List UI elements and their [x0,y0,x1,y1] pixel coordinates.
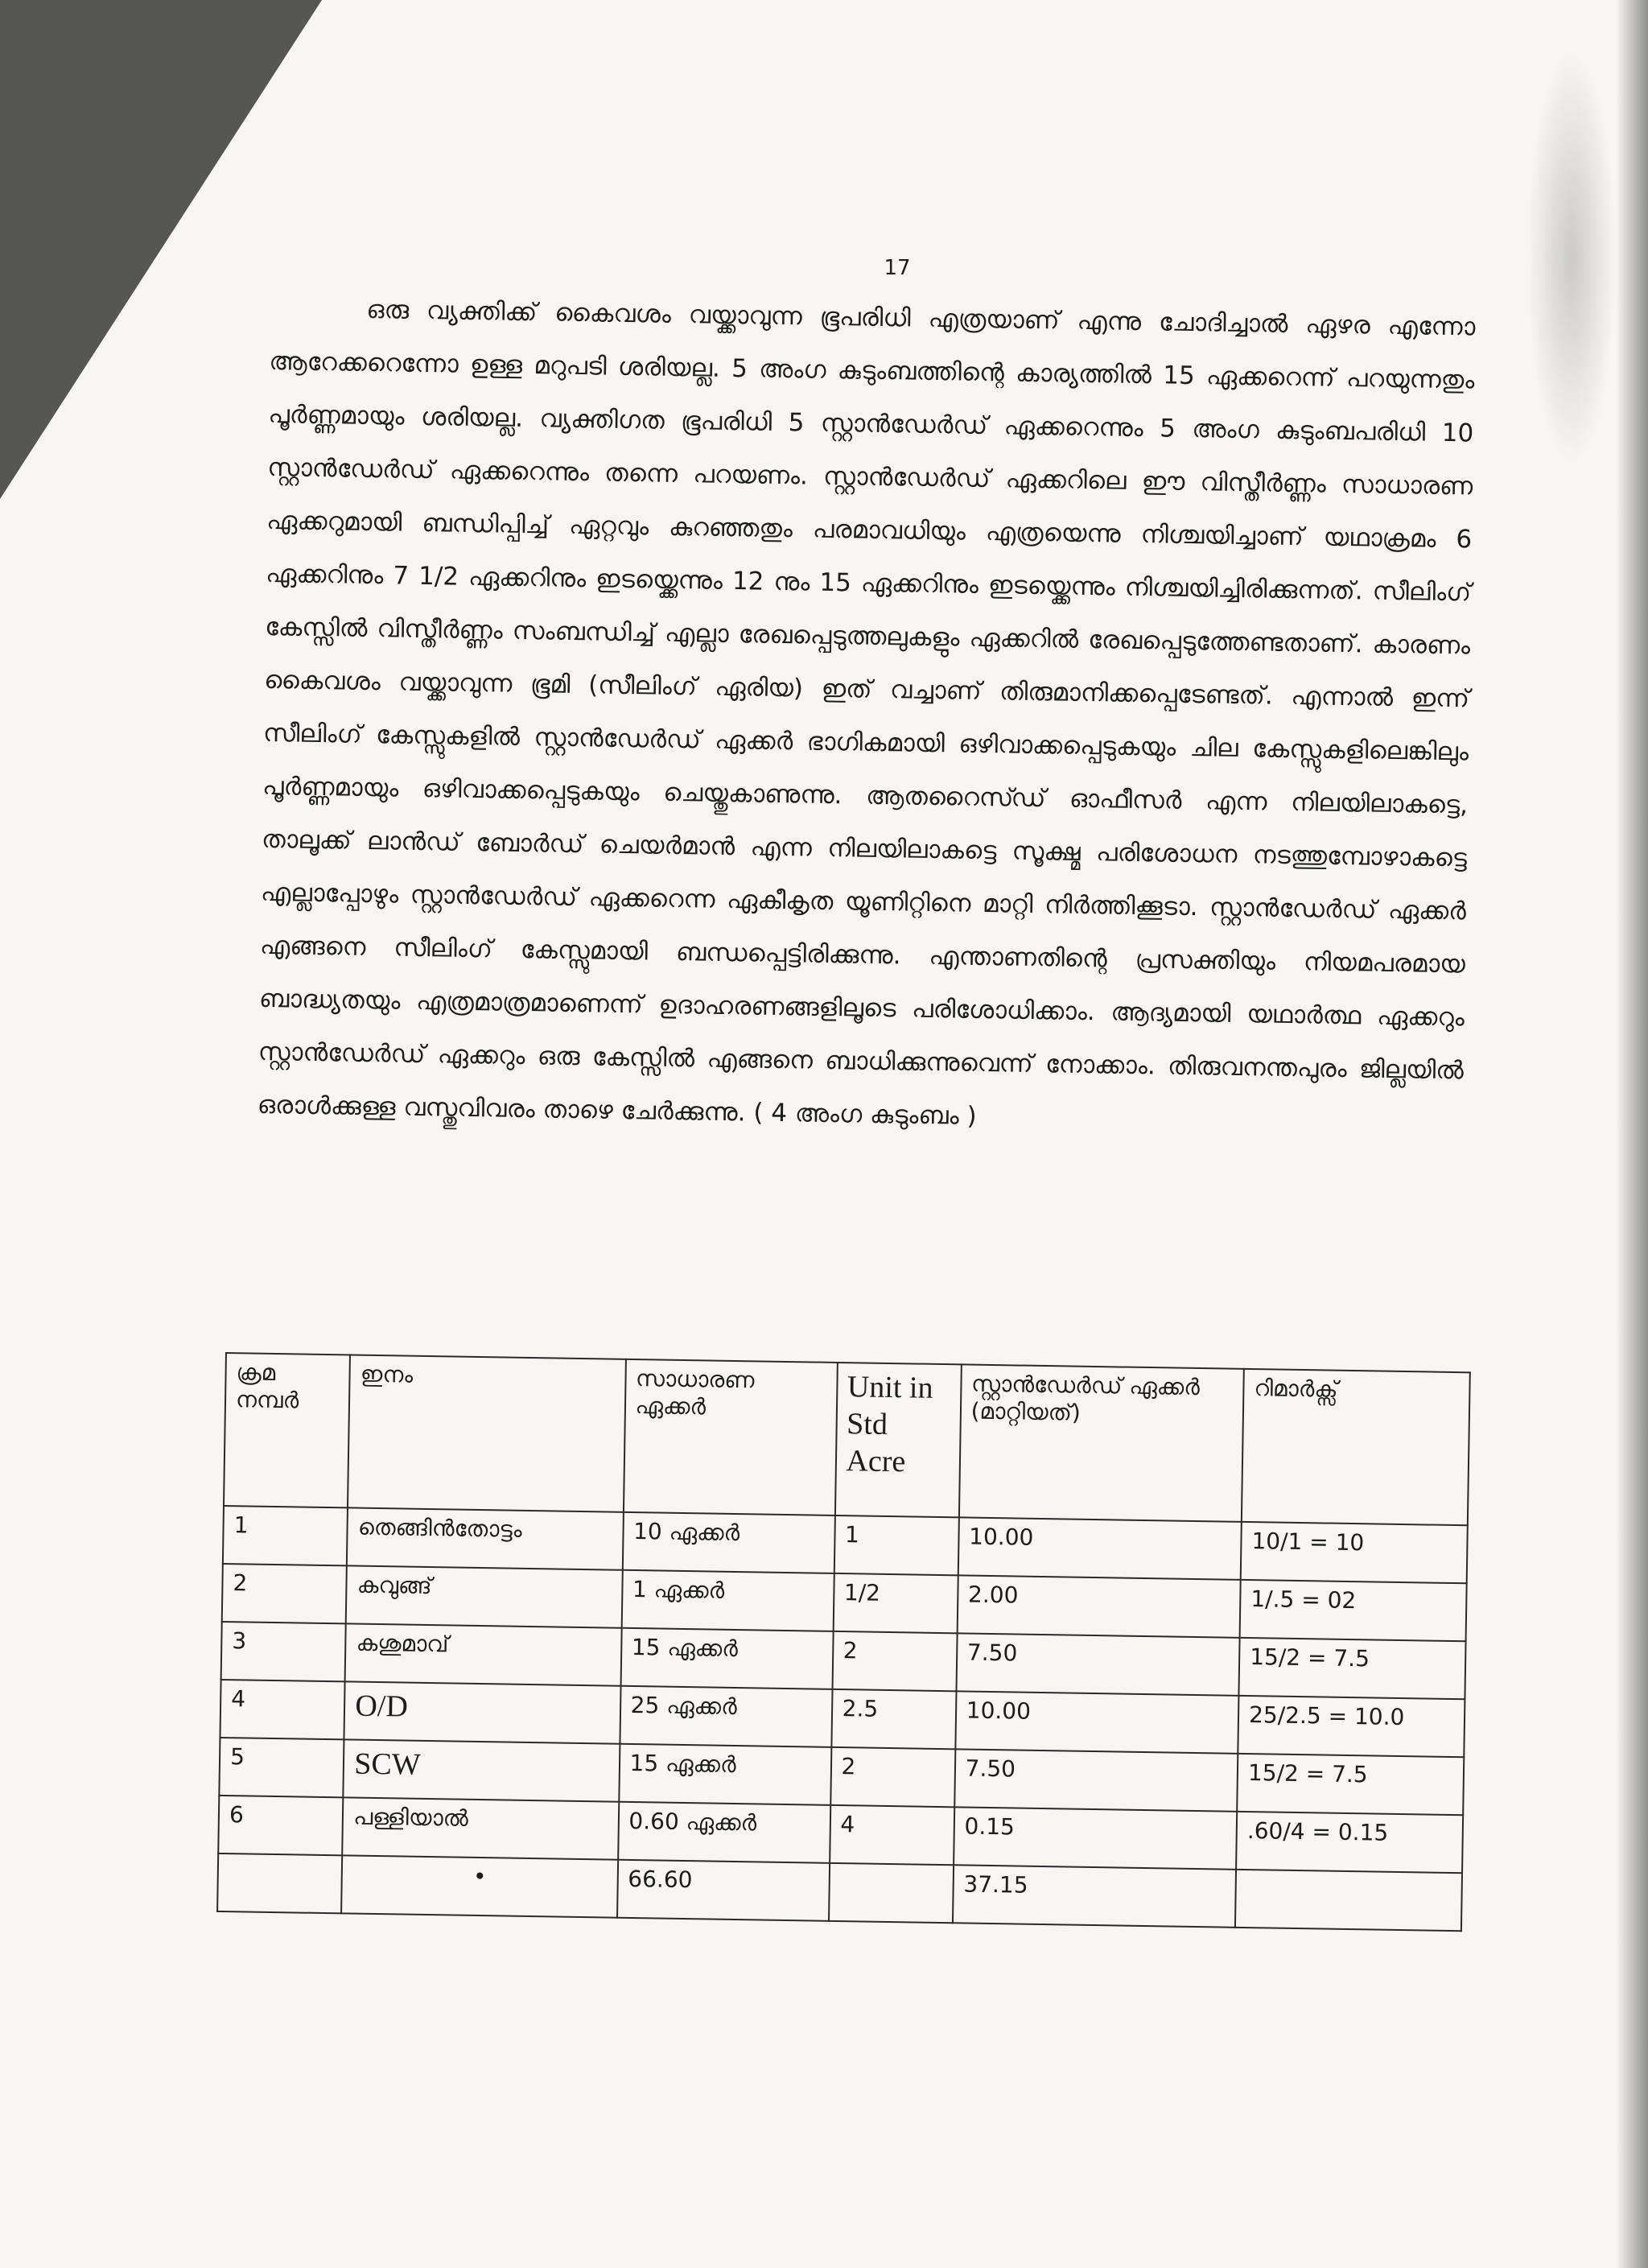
col-standard-acre-converted: സ്റ്റാൻഡേർഡ് ഏക്കർ (മാറ്റിയത്) [959,1364,1244,1521]
cell-serial: 5 [219,1738,344,1797]
scan-edge [1616,0,1648,2268]
cell-ordinary-acre: 0.60 ഏക്കർ [618,1802,830,1863]
cell-item: തെങ്ങിൻതോട്ടം [347,1507,623,1569]
cell-standard-acre: 7.50 [956,1633,1239,1696]
cell-remarks [1235,1870,1462,1931]
cell-ordinary-acre: 15 ഏക്കർ [620,1628,833,1689]
cell-standard-acre: 10.00 [955,1691,1238,1754]
cell-item: SCW [344,1739,620,1801]
cell-ordinary-acre-total: 66.60 [617,1860,830,1921]
cell-remarks: 10/1 = 10 [1241,1522,1468,1583]
cell-unit: 1 [834,1515,958,1575]
land-holdings-table [216,1352,1471,1932]
cell-standard-acre: 10.00 [958,1517,1241,1580]
col-item: ഇനം [348,1355,625,1511]
cell-serial: 3 [221,1622,346,1681]
cell-unit: 2.5 [831,1689,956,1749]
cell-unit: 4 [830,1805,954,1865]
cell-ordinary-acre: 25 ഏക്കർ [620,1686,832,1747]
cell-serial: 2 [222,1564,347,1623]
scan-smudge [1527,48,1616,467]
cell-unit: 2 [832,1631,957,1691]
cell-item: പള്ളിയാൽ [343,1797,619,1859]
cell-remarks: 15/2 = 7.5 [1237,1754,1464,1815]
cell-remarks: 1/.5 = 02 [1240,1580,1467,1641]
cell-item: O/D [344,1681,620,1743]
col-unit-std-acre: Unit in Std Acre [834,1363,961,1517]
cell-remarks: .60/4 = 0.15 [1236,1812,1463,1873]
col-ordinary-acre: സാധാരണ ഏക്കർ [623,1359,837,1515]
cell-remarks: 15/2 = 7.5 [1238,1638,1465,1699]
cell-serial: 4 [220,1680,344,1739]
cell-serial [217,1854,342,1913]
col-serial-number: ക്രമ നമ്പർ [224,1353,350,1507]
cell-item: കവുങ്ങ് [346,1565,622,1627]
cell-standard-acre: 7.50 [954,1749,1238,1812]
cell-unit [829,1863,954,1923]
body-text [257,282,1475,1150]
cell-standard-acre: 0.15 [954,1807,1237,1870]
cell-ordinary-acre: 1 ഏക്കർ [621,1570,834,1631]
cell-serial: 1 [223,1506,348,1565]
cell-standard-acre: 2.00 [957,1575,1240,1638]
cell-unit: 2 [830,1747,955,1807]
col-remarks: റിമാർക്സ് [1242,1369,1470,1525]
cell-unit: 1/2 [833,1573,958,1633]
table-header-row [224,1353,1470,1525]
cell-ordinary-acre: 10 ഏക്കർ [622,1512,834,1573]
cell-remarks: 25/2.5 = 10.0 [1238,1696,1465,1757]
cell-serial: 6 [218,1796,343,1855]
cell-ordinary-acre: 15 ഏക്കർ [619,1744,831,1805]
page-number: 17 [884,256,911,280]
paragraph: ഒരു വ്യക്തിക്ക് കൈവശം വയ്ക്കാവുന്ന ഭൂപരിധി എത്രയാണ് എന്നു ചോദിച്ചാൽ ഏഴര എന്നോ ആറേക്കറെന്നോ ഉള്ള മറുപടി ശരിയല്ല. 5 അംഗ കുടുംബത്തിന്റെ കാര്യത്തിൽ 15 ഏക്കറെന്ന് പറയുന്നതും പൂർണ്ണമായും ശരിയല്ല. വ്യക്തിഗത ഭൂപരിധി 5 സ്റ്റാൻഡേർഡ് ഏക്കറെന്നും 5 അംഗ കുടുംബപരിധി 10 സ്റ്റാൻഡേർഡ് ഏക്കറെന്നും തന്നെ പറയണം. സ്റ്റാൻഡേർഡ് ഏക്കറിലെ ഈ വിസ്തീർണ്ണം സാധാരണ ഏക്കറുമായി ബന്ധിപ്പിച്ച് ഏറ്റവും കുറഞ്ഞതും പരമാവധിയും എത്രയെന്നു നിശ്ചയിച്ചാണ് യഥാക്രമം 6 ഏക്കറിനും 7 1/2 ഏക്കറിനും ഇടയ്ക്കെന്നും 12 നും 15 ഏക്കറിനും ഇടയ്ക്കെന്നും നിശ്ചയിച്ചിരിക്കുന്നത്. സീലിംഗ് കേസ്സിൽ വിസ്തീർണ്ണം സംബന്ധിച്ച് എല്ലാ രേഖപ്പെടുത്തലുകളും ഏക്കറിൽ രേഖപ്പെടുത്തേണ്ടതാണ്. കാരണം കൈവശം വയ്ക്കാവുന്ന ഭൂമി (സീലിംഗ് ഏരിയ) ഇത് വച്ചാണ് തിരുമാനിക്കപ്പെടേണ്ടത്. എന്നാൽ ഇന്ന് സീലിംഗ് കേസ്സുകളിൽ സ്റ്റാൻഡേർഡ് ഏക്കർ ഭാഗികമായി ഒഴിവാക്കപ്പെടുകയും ചില കേസ്സുകളിലെങ്കിലും പൂർണ്ണമായും ഒഴിവാക്കപ്പെടുകയും ചെയ്തുകാണുന്നു. ആതറൈസ്ഡ് ഓഫീസർ എന്ന നിലയിലാകട്ടെ, താലൂക്ക് ലാൻഡ് ബോർഡ് ചെയർമാൻ എന്ന നിലയിലാകട്ടെ സൂക്ഷ്മ പരിശോധന നടത്തുമ്പോഴാകട്ടെ എല്ലാപ്പോഴും സ്റ്റാൻഡേർഡ് ഏക്കറെന്ന ഏകീകൃത യൂണിറ്റിനെ മാറ്റി നിർത്തിക്കൂടാ. സ്റ്റാൻഡേർഡ് ഏക്കർ എങ്ങനെ സീലിംഗ് കേസ്സുമായി ബന്ധപ്പെട്ടിരിക്കുന്നു. എന്താണതിന്റെ പ്രസക്തിയും നിയമപരമായ ബാദ്ധ്യതയും എത്രമാത്രമാണെന്ന് ഉദാഹരണങ്ങളിലൂടെ പരിശോധിക്കാം. ആദ്യമായി യഥാർത്ഥ ഏക്കറും സ്റ്റാൻഡേർഡ് ഏക്കറും ഒരു കേസ്സിൽ എങ്ങനെ ബാധിക്കുന്നുവെന്ന് നോക്കാം. തിരുവനന്തപുരം ജില്ലയിൽ ഒരാൾക്കുള്ള വസ്തുവിവരം താഴെ ചേർക്കുന്നു. ( 4 അംഗ കുടുംബം ) [257,295,1476,1131]
cell-item: കശുമാവ് [345,1623,621,1685]
cell-item: • [341,1855,617,1917]
cell-standard-acre-total: 37.15 [953,1865,1236,1928]
